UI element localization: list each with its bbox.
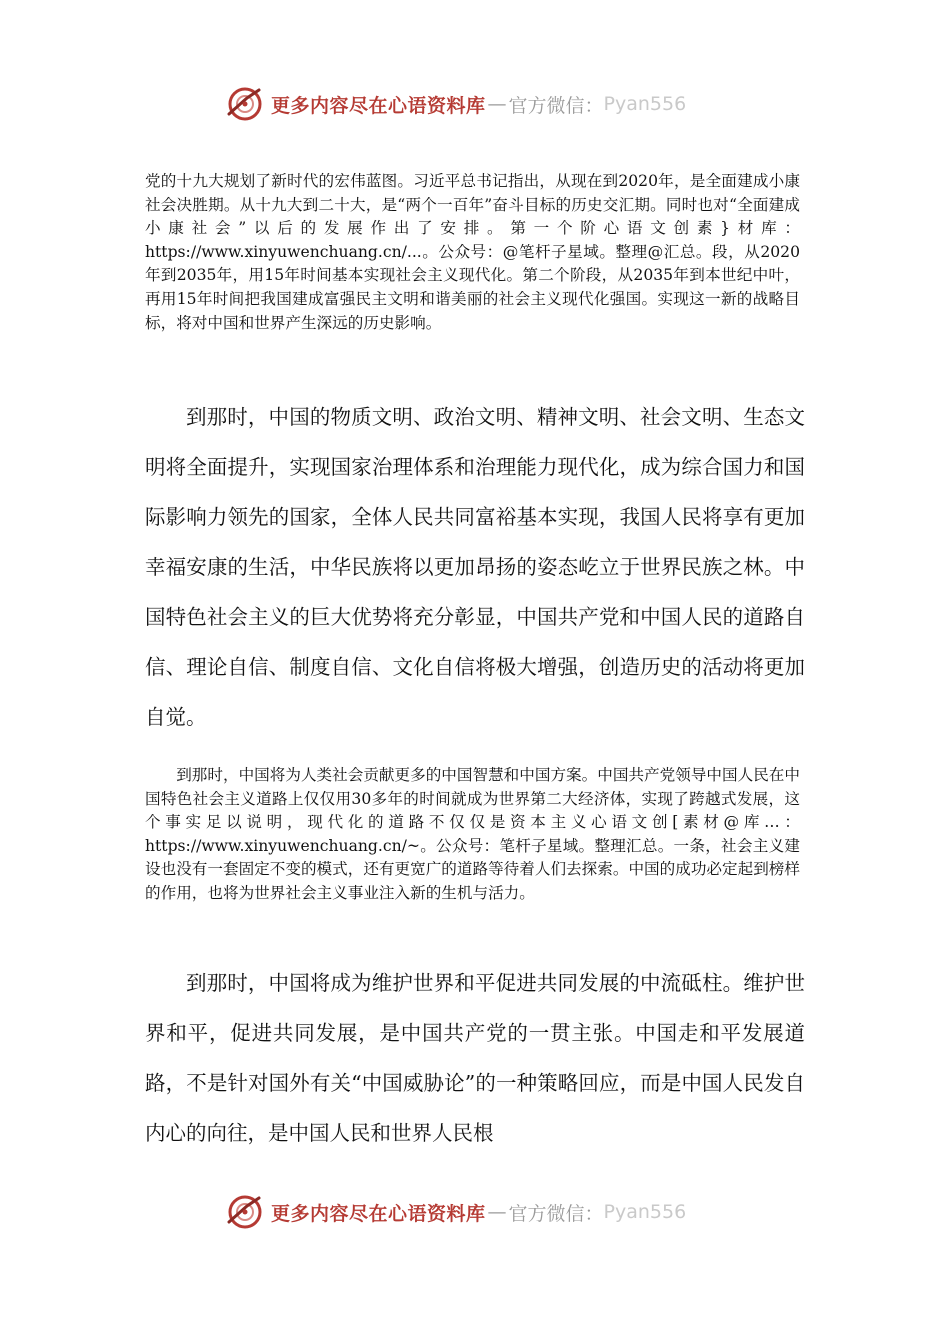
paragraph-1: 党的十九大规划了新时代的宏伟蓝图。习近平总书记指出，从现在到2020年，是全面建成小康社会决胜期。从十九大到二十大，是“两个一百年”奋斗目标的历史交汇期。同时也对“全面建成小康社会”以后的发展作出了安排。第一个阶心语文创素}材库：https://www.xinyuwenchuang.cn/...。公众号：@笔杆子星域。整理@汇总。段，从2020年到2035年，用15年时间基本实现社会主义现代化。第二个阶段，从2035年到本世纪中叶，再用15年时间把我国建成富强民主文明和谐美丽的社会主义现代化强国。实现这一新的战略目标，将对中国和世界产生深远的历史影响。 <box>145 172 800 332</box>
banner-wechat-label: 官方微信： <box>508 94 604 117</box>
banner-wechat-id: Pyan556 <box>603 93 687 115</box>
banner-wechat-id: Pyan556 <box>603 1201 687 1223</box>
paragraph-4: 到那时，中国将成为维护世界和平促进共同发展的中流砥柱。维护世界和平，促进共同发展，是中国共产党的一贯主张。中国走和平发展道路，不是针对国外有关“中国威胁论”的一种策略回应，而是中国人民发自内心的向往，是中国人民和世界人民根 <box>145 971 805 1145</box>
header-banner <box>225 84 745 124</box>
banner-wechat-label: 官方微信： <box>508 1202 604 1225</box>
banner-separator: — <box>487 93 507 115</box>
banner-title: 更多内容尽在心语资料库 <box>271 94 486 117</box>
brand-logo-icon <box>225 1192 265 1232</box>
footer-banner <box>225 1192 745 1232</box>
banner-title: 更多内容尽在心语资料库 <box>271 1202 486 1225</box>
paragraph-3: 到那时，中国将为人类社会贡献更多的中国智慧和中国方案。中国共产党领导中国人民在中国特色社会主义道路上仅仅用30多年的时间就成为世界第二大经济体，实现了跨越式发展，这个事实足以说明，现代化的道路不仅仅是资本主义心语文创[素材@库…：https://www.xinyuwenchuang.cn/~。公众号：笔杆子星域。整理汇总。一条，社会主义建设也没有一套固定不变的模式，还有更宽广的道路等待着人们去探索。中国的成功必定起到榜样的作用，也将为世界社会主义事业注入新的生机与活力。 <box>145 766 800 902</box>
brand-logo-icon <box>225 84 265 124</box>
paragraph-2: 到那时，中国的物质文明、政治文明、精神文明、社会文明、生态文明将全面提升，实现国家治理体系和治理能力现代化，成为综合国力和国际影响力领先的国家，全体人民共同富裕基本实现，我国人民将享有更加幸福安康的生活，中华民族将以更加昂扬的姿态屹立于世界民族之林。中国特色社会主义的巨大优势将充分彰显，中国共产党和中国人民的道路自信、理论自信、制度自信、文化自信将极大增强，创造历史的活动将更加自觉。 <box>145 405 805 729</box>
banner-separator: — <box>487 1201 507 1223</box>
